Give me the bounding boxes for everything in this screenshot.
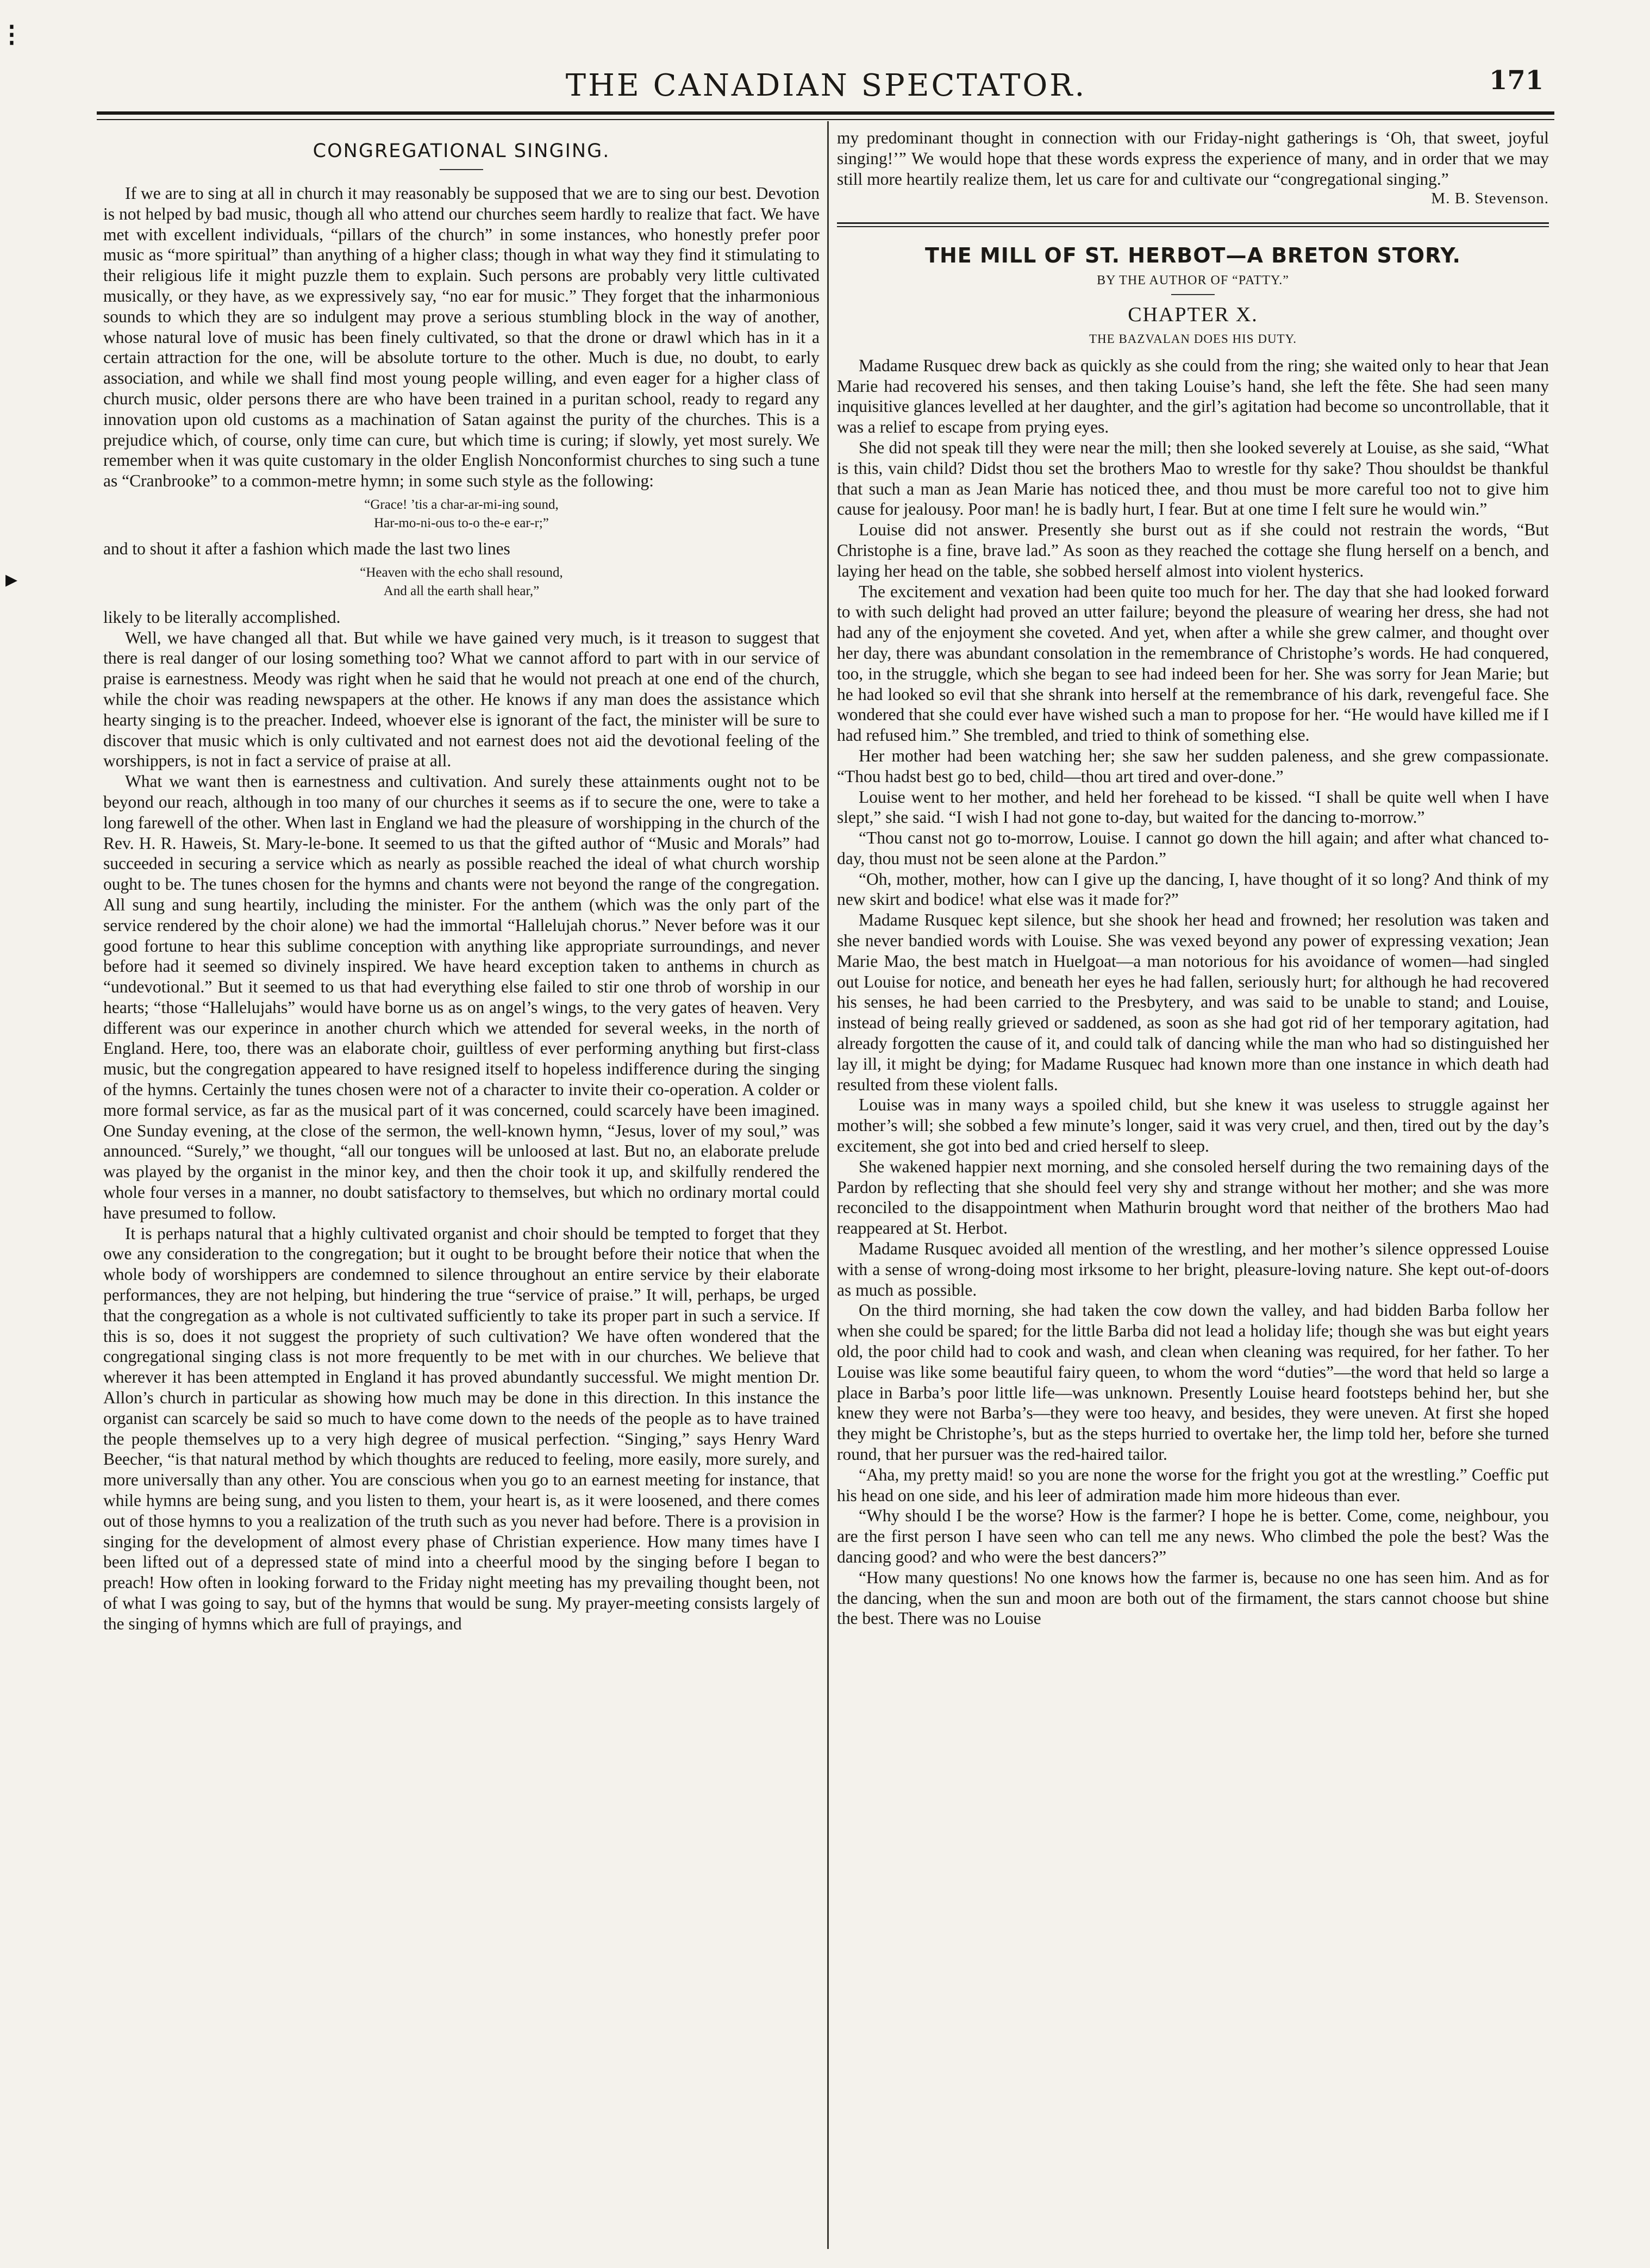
article-paragraph: If we are to sing at all in church it may reasonably be supposed that we are to sing our best. Devotion is not helped by bad music, though all who attend our churches seem hardly to realize that fact. We have met with excellent individuals, “pillars of the church” in some instances, who honestly prefer poor music as “more spiritual” than anything of a higher class; though in what way they find it stimulating to their religious life it might puzzle them to explain. Such persons are probably very little cultivated musically, or they have, as we expressively say, “no ear for music.” They forget that the inharmonious sounds to which they are so indulgent may prove a serious stumbling block in the way of another, whose natural love of music has been finely cultivated, so that the drone or drawl which has in it a certain attraction for the one, will be absolute torture to the other. Much is due, no doubt, to early association, and while we shall find most young people willing, and even eager for a higher class of church music, older persons there are who have been trained in a puritan school, ready to regard any innovation upon old customs as a machination of Satan against the purity of the churches. This is a prejudice which, of course, only time can cure, but which time is curing; if slowly, yet most surely. We remember when it was quite customary in the older English Nonconformist churches to sing such a tune as “Cranbrooke” to a common-metre hymn; in some such style as the following: <box>103 184 820 491</box>
chapter-heading: CHAPTER X. <box>1128 303 1258 326</box>
hymn-line: Har-mo-ni-ous to-o the-e ear-r;” <box>374 515 549 530</box>
story-paragraph: Louise did not answer. Presently she burst out as if she could not restrain the words, “But Christophe is a fine, brave lad.” As soon as they reached the cottage she flung herself on a bench, and laying her head on the table, she sobbed herself almost into violent hysterics. <box>837 520 1549 580</box>
article-paragraph: Well, we have changed all that. But while we have gained very much, is it treason to suggest that there is real danger of our losing something too? What we cannot afford to part with in our service of praise is earnestness. Meody was right when he said that he would not preach at one end of the church, while the choir was reading newspapers at the other. He knows if any man does the assistance which hearty singing is to the preacher. Indeed, whoever else is ignorant of the fact, the minister will be sure to discover that music which is only cultivated and not earnest does not aid the devotional feeling of the worshippers, is not in fact a service of praise at all. <box>103 628 820 771</box>
author-signature: M. B. Stevenson. <box>1431 190 1549 208</box>
story-paragraph: She did not speak till they were near the mill; then she looked severely at Louise, as she said, “What is this, vain child? Didst thou set the brothers Mao to wrestle for thy sake? Thou shouldst be thankful that such a man as Jean Marie has noticed thee, and thou must be more careful too not to give him cause for jealousy. Poor man! he is badly hurt, I fear. But at one time I felt sure he would win.” <box>837 438 1549 519</box>
story-title: THE MILL OF ST. HERBOT—A BRETON STORY. <box>925 243 1461 268</box>
story-paragraph: Madame Rusquec avoided all mention of the wrestling, and her mother’s silence oppressed Louise with a sense of wrong-doing most irksome to her bright, pleasure-loving nature. She kept out-of-doors as much as possible. <box>837 1239 1549 1299</box>
margin-pointer: ▸ <box>5 565 18 593</box>
margin-mark: ⁝ <box>7 16 17 54</box>
title-rule <box>440 169 483 170</box>
article-paragraph: likely to be literally accomplished. <box>103 607 341 627</box>
article-title: CONGREGATIONAL SINGING. <box>312 140 610 162</box>
story-paragraph: “Oh, mother, mother, how can I give up the dancing, I, have thought of it so long? And think of my new skirt and bodice! what else was it made for?” <box>837 869 1549 909</box>
chapter-title: THE BAZVALAN DOES HIS DUTY. <box>1089 332 1297 346</box>
story-paragraph: “Aha, my pretty maid! so you are none the worse for the fright you got at the wrestling.” Coeffic put his head on one side, and his leer of admiration made him more hideous than ever. <box>837 1465 1549 1505</box>
hymn-quote <box>103 564 820 601</box>
page-number: 171 <box>1489 65 1544 96</box>
article-paragraph: What we want then is earnestness and cultivation. And surely these attainments ought not to be beyond our reach, although in too many of our churches it seems as if to secure the one, were to take a long farewell of the other. When last in England we had the pleasure of worshipping in the church of the Rev. H. R. Haweis, St. Mary-le-bone. It seemed to us that the gifted author of “Music and Morals” had succeeded in securing a service which as nearly as possible reached the ideal of what church worship ought to be. The tunes chosen for the hymns and chants were not beyond the range of the congregation. All sung and sung heartily, including the minister. For the anthem (which was the only part of the service rendered by the choir alone) we had the immortal “Hallelujah chorus.” Never before was it our good fortune to hear this sublime conception with anything like appropriate surroundings, and never before had it seemed so divinely inspired. We have heard exception taken to anthems in church as “undevotional.” But it seemed to us that had everything else failed to stir one throb of worship in our hearts; “those “Hallelujahs” would have borne us as on angel’s wings, to the very gates of heaven. Very different was our experince in another church which we attended for several weeks, in the north of England. Here, too, there was an elaborate choir, guiltless of ever performing anything but first-class music, but the congregation appeared to have resigned itself to hopeless indifference during the singing of the hymns. Certainly the tunes chosen were not of a character to invite their co-operation. A colder or more formal service, as far as the musical part of it was concerned, could scarcely have been imagined. One Sunday evening, at the close of the sermon, the well-known hymn, “Jesus, lover of my soul,” was announced. “Surely,” we thought, “all our tongues will be unloosed at last. But no, an elaborate prelude was played by the organist in the minor key, and then the choir took it up, and skilfully rendered the whole four verses in a manner, no doubt satisfactory to themselves, but which no ordinary mortal could have presumed to follow. <box>103 772 820 1222</box>
hymn-line: And all the earth shall hear,” <box>383 584 540 598</box>
column-divider <box>827 121 829 2249</box>
header-rule-thin <box>97 119 1554 120</box>
story-paragraph: “How many questions! No one knows how the farmer is, because no one has seen him. And as for the dancing, when the sun and moon are both out of the firmament, the stars cannot choose but shine the best. There was no Louise <box>837 1567 1549 1628</box>
story-paragraph: She wakened happier next morning, and she consoled herself during the two remaining days of the Pardon by reflecting that she should feel very shy and strange without her mother; and she was more reconciled to the disappointment when Mathurin brought word that neither of the brothers Mao had reappeared at St. Herbot. <box>837 1157 1549 1238</box>
story-paragraph: Her mother had been watching her; she saw her sudden paleness, and she grew compassionate. “Thou hadst best go to bed, child—thou art tired and over-done.” <box>837 746 1549 786</box>
story-paragraph: Madame Rusquec drew back as quickly as she could from the ring; she waited only to hear that Jean Marie had recovered his senses, and then taking Louise’s hand, she left the fête. She had seen many inquisitive glances levelled at her daughter, and the girl’s agitation had become so uncontrollable, that it was a relief to escape from prying eyes. <box>837 355 1549 437</box>
story-byline: BY THE AUTHOR OF “PATTY.” <box>1097 273 1289 288</box>
story-paragraph: Louise went to her mother, and held her forehead to be kissed. “I shall be quite well when I have slept,” she said. “I wish I had not gone to-day, but waited for the dancing to-morrow.” <box>837 787 1549 827</box>
story-paragraph: “Thou canst not go to-morrow, Louise. I cannot go down the hill again; and after what chanced to-day, thou must not be seen alone at the Pardon.” <box>837 828 1549 868</box>
story-paragraph: On the third morning, she had taken the cow down the valley, and had bidden Barba follow her when she could be spared; for the little Barba did not lead a holiday life; though she was but eight years old, the poor child had to cook and wash, and clean when cleaning was required, for her father. To her Louise was like some beautiful fairy queen, to whom the word “duties”—the word that held so large a place in Barba’s poor little life—was unknown. Presently Louise heard footsteps behind her, but she knew they were not Barba’s—they were too heavy, and besides, they were uneven. At first she hoped they might be Christophe’s, but as the steps hurried to overtake her, the limp told her, before she turned round, that her pursuer was the red-haired tailor. <box>837 1301 1549 1464</box>
story-paragraph: Louise was in many ways a spoiled child, but she knew it was useless to struggle against her mother’s will; she sobbed a few minute’s longer, said it was very cruel, and then, tired out by the day’s excitement, she got into bed and cried herself to sleep. <box>837 1095 1549 1156</box>
story-paragraph: Madame Rusquec kept silence, but she shook her head and frowned; her resolution was taken and she never bandied words with Louise. She was vexed beyond any power of expressing vexation; Jean Marie Mao, the best match in Huelgoat—a man notorious for his avoidance of women—had singled out Louise for notice, and beneath her eyes he had fallen, seriously hurt; for although he had recovered his senses, he had been carried to the Presbytery, and was said to be unable to stand; and Louise, instead of being really grieved or saddened, as soon as she had got rid of her temporary agitation, had already forgotten the cause of it, and could talk of dancing while the man who had so distinguished her lay ill, it might be dying; for Madame Rusquec had known more than one instance in which death had resulted from these violent falls. <box>837 910 1549 1094</box>
story-body <box>837 355 1549 1629</box>
masthead-title: THE CANADIAN SPECTATOR. <box>565 68 1087 103</box>
section-rule <box>837 222 1549 227</box>
hymn-quote <box>103 496 820 533</box>
byline-rule <box>1171 294 1215 295</box>
article-paragraph: and to shout it after a fashion which made the last two lines <box>103 539 510 559</box>
story-paragraph: The excitement and vexation had been quite too much for her. The day that she had looked forward to with such delight had proved an utter failure; beyond the pleasure of wearing her dress, she had not had any of the enjoyment she coveted. And yet, when after a while she grew calmer, and thought over her day, there was abundant consolation in the remembrance of Christophe’s words. He had conquered, too, in the struggle, which she began to see had indeed been for her. She was sorry for Jean Marie; but he had looked so evil that she shrank into herself at the remembrance of his dark, revengeful face. She wondered that she could ever have wished such a man to propose for her. “He would have killed me if I had refused him.” She trembled, and tried to think of something else. <box>837 582 1549 745</box>
hymn-line: “Grace! ’tis a char-ar-mi-ing sound, <box>364 497 559 512</box>
article-continuation: my predominant thought in connection with our Friday-night gatherings is ‘Oh, that sweet, joyful singing!’” We would hope that these words express the experience of many, and in order that we may still more heartily realize them, let us care for and cultivate our “congregational singing.” <box>837 128 1549 189</box>
story-paragraph: “Why should I be the worse? How is the farmer? I hope he is better. Come, come, neighbour, you are the first person I have seen who can tell me any news. Who climbed the pole the best? Was the dancing good? and who were the best dancers?” <box>837 1506 1549 1566</box>
header-rule <box>97 111 1554 115</box>
hymn-line: “Heaven with the echo shall resound, <box>360 565 563 580</box>
right-column <box>837 128 1549 2252</box>
left-column <box>103 128 820 2252</box>
article-paragraph: It is perhaps natural that a highly cultivated organist and choir should be tempted to forget that they owe any consideration to the congregation; but it ought to be brought before their notice that when the whole body of worshippers are condemned to silence throughout an entire service by their elaborate performances, they are not helping, but hindering the true “service of praise.” It will, perhaps, be urged that the congregation as a whole is not cultivated sufficiently to take its proper part in such a service. If this is so, does it not suggest the propriety of such cultivation? We have often wondered that the congregational singing class is not more frequently to be met with in our churches. We believe that wherever it has been attempted in England it has proved abundantly successful. We might mention Dr. Allon’s church in particular as showing how much may be done in this direction. In this instance the organist can scarcely be said so much to have come down to the needs of the people as to have trained the people themselves up to a very high degree of musical perfection. “Singing,” says Henry Ward Beecher, “is that natural method by which thoughts are reduced to feeling, more easily, more surely, and more universally than any other. You are conscious when you go to an earnest meeting for instance, that while hymns are being sung, and you listen to them, your heart is, as it were loosened, and there comes out of those hymns to you a realization of the truth such as you never had before. There is a provision in singing for the development of almost every phase of Christian experience. How many times have I been lifted out of a depressed state of mind into a cheerful mood by the singing before I began to preach! How often in looking forward to the Friday night meeting has my prevailing thought been, not of what I was going to say, but of the hymns that would be sung. My prayer-meeting consists largely of the singing of hymns which are full of prayings, and <box>103 1223 820 1633</box>
